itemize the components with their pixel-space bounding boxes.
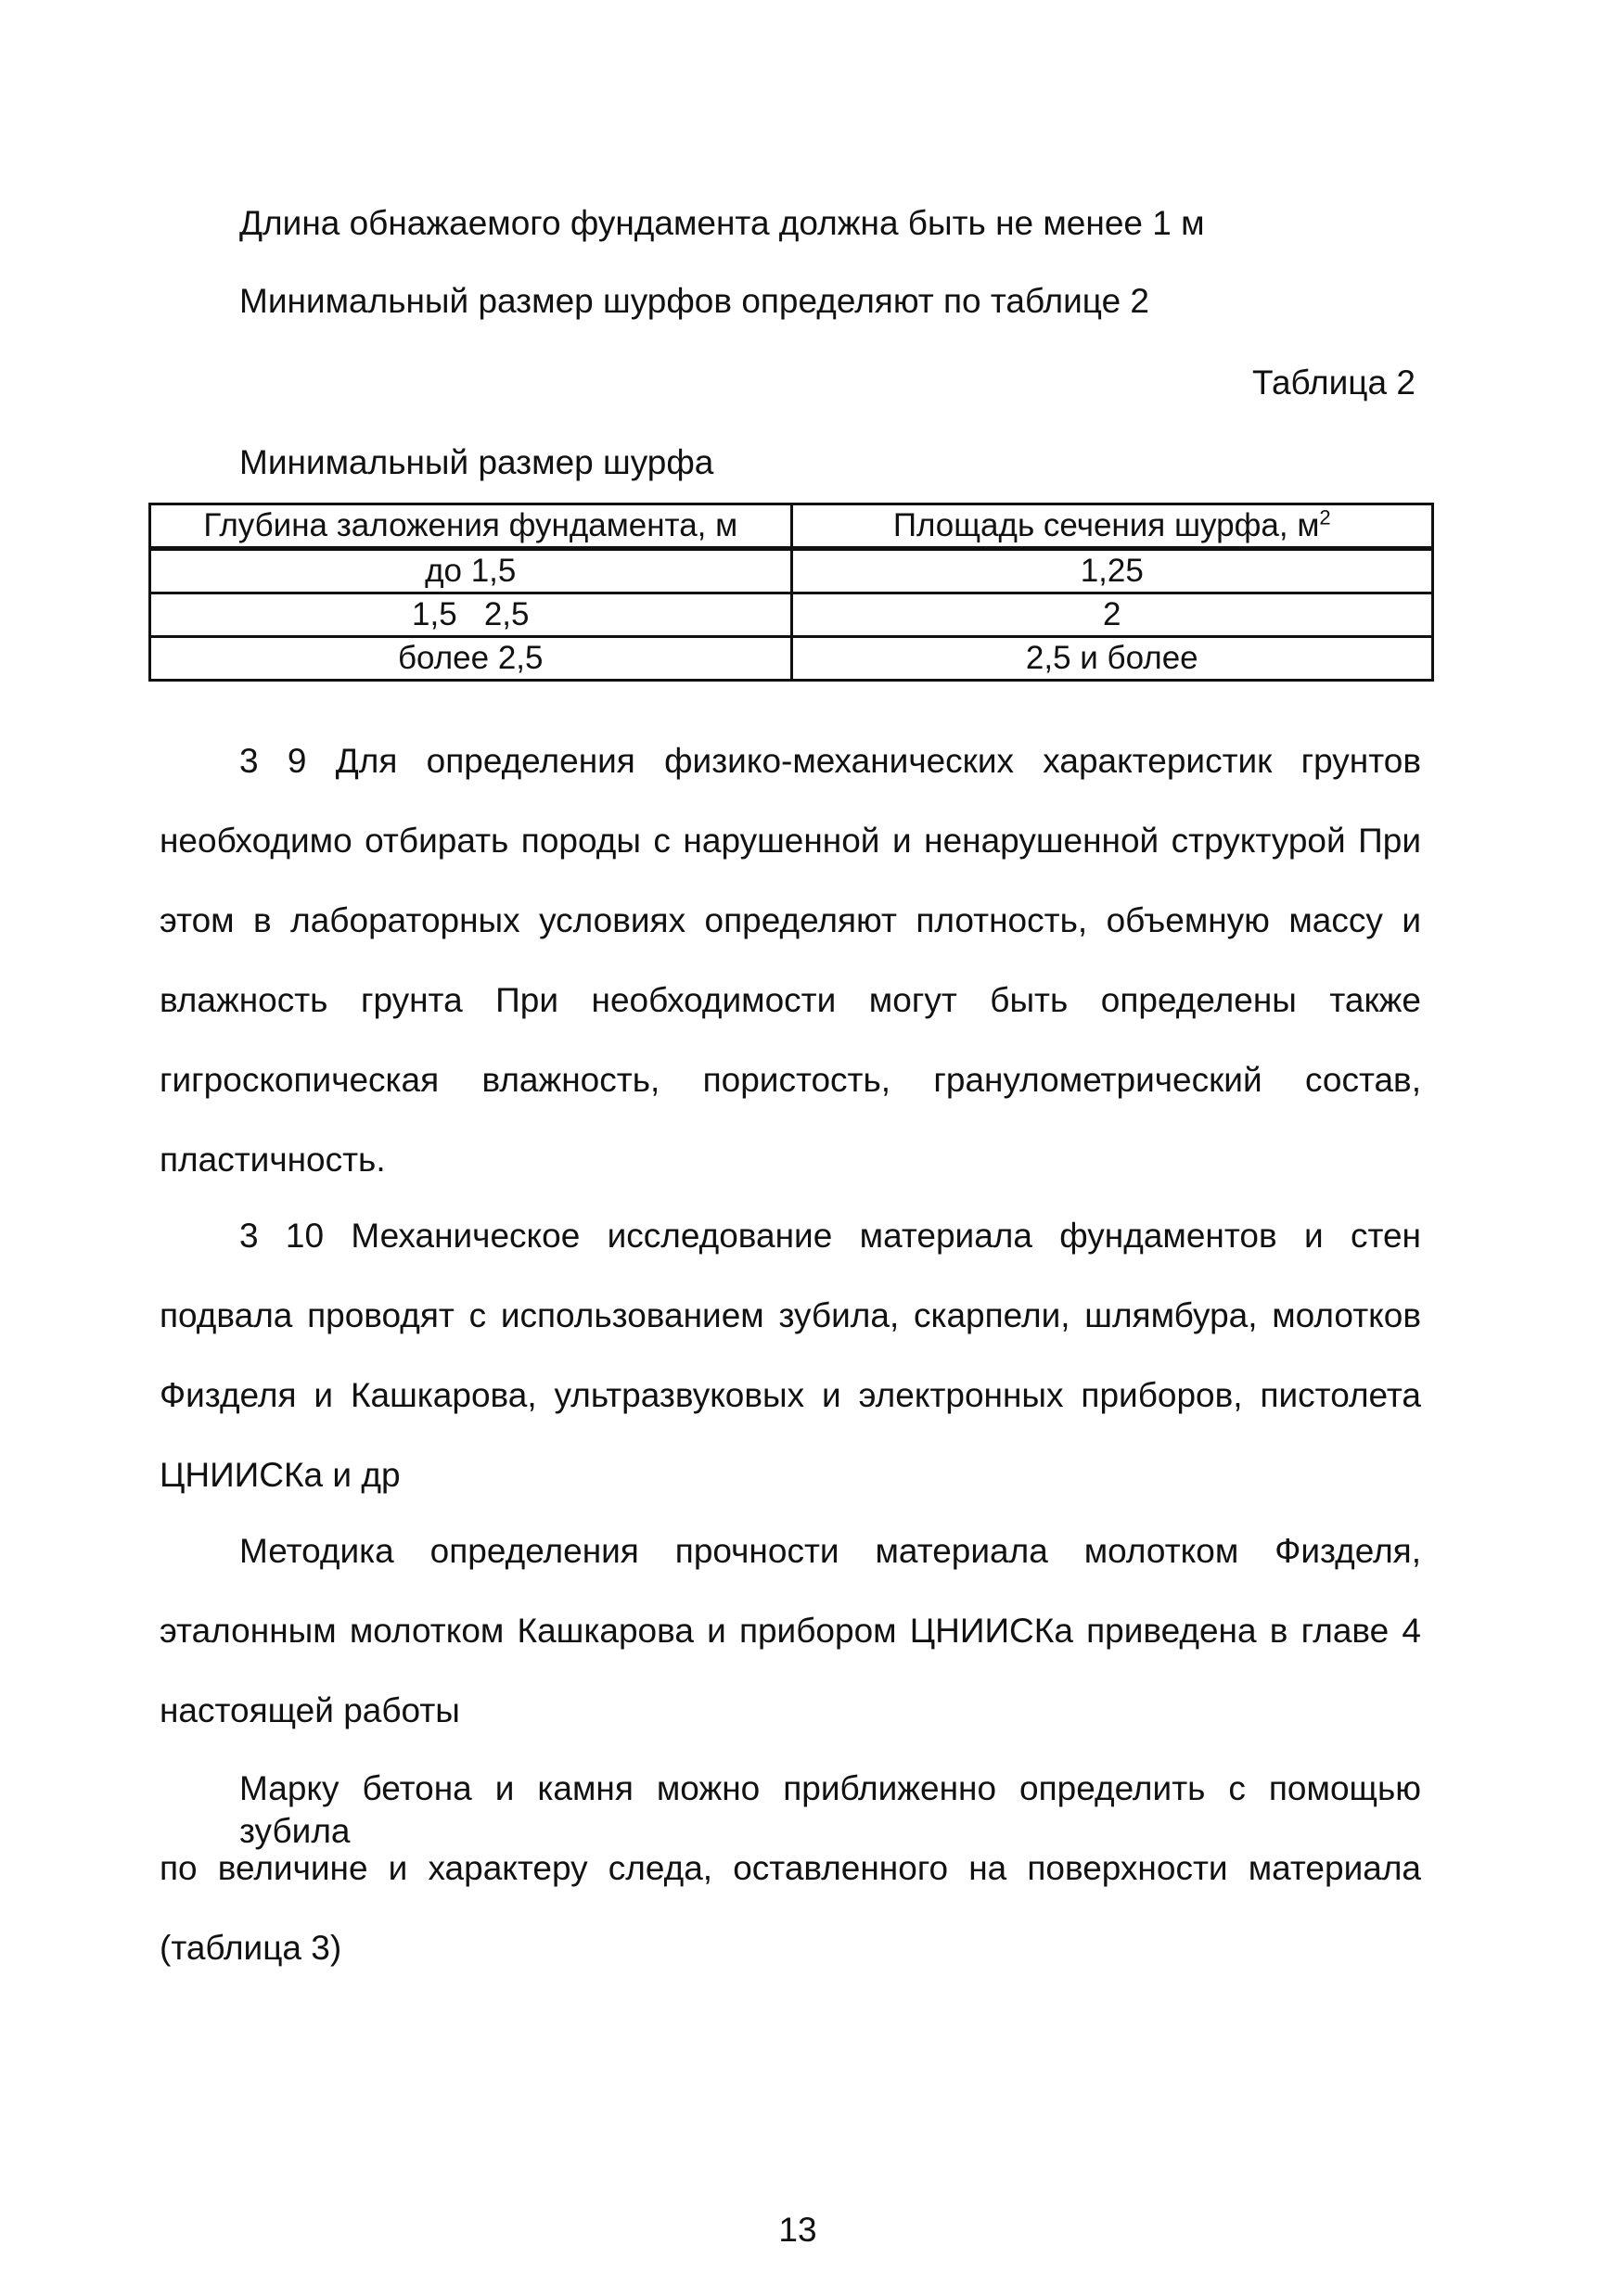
paragraph-line: гигроскопическая влажность, пористость, гранулометрический состав, xyxy=(160,1061,1421,1099)
header-foundation-depth: Глубина заложения фундамента, м xyxy=(150,504,792,549)
paragraph-method xyxy=(160,1530,1421,1732)
table-row xyxy=(150,549,1433,593)
cell-depth: до 1,5 xyxy=(150,549,792,593)
cell-area: 2 xyxy=(791,593,1433,637)
paragraph-line: Марку бетона и камня можно приближенно определить с помощью зубила xyxy=(239,1769,1421,1850)
text-line-pit-size-ref: Минимальный размер шурфов определяют по таблице 2 xyxy=(239,282,1150,320)
paragraph-line: влажность грунта При необходимости могут быть определены также xyxy=(160,981,1421,1019)
paragraph-line: подвала проводят с использованием зубила, скарпели, шлямбура, молотков xyxy=(160,1296,1421,1334)
text-line-foundation-length: Длина обнажаемого фундамента должна быть не менее 1 м xyxy=(239,204,1205,242)
paragraph-concrete-mark xyxy=(160,1767,1421,1970)
paragraph-line: эталонным молотком Кашкарова и прибором ЦНИИСКа приведена в главе 4 xyxy=(160,1612,1421,1650)
paragraph-line: (таблица 3) xyxy=(160,1929,342,1967)
paragraph-line: пластичность. xyxy=(160,1141,386,1179)
cell-depth: 1,5 2,5 xyxy=(150,593,792,637)
paragraph-line: по величине и характеру следа, оставленного на поверхности материала xyxy=(160,1849,1421,1887)
cell-area: 2,5 и более xyxy=(791,637,1433,681)
paragraph-3-9 xyxy=(160,740,1421,1181)
paragraph-line: этом в лабораторных условиях определяют плотность, объемную массу и xyxy=(160,901,1421,939)
pit-size-table xyxy=(148,503,1434,682)
table-title: Минимальный размер шурфа xyxy=(239,443,714,481)
paragraph-line: 3 9 Для определения физико-механических характеристик грунтов xyxy=(239,742,1421,780)
table-number: Таблица 2 xyxy=(1252,364,1415,402)
cell-depth: более 2,5 xyxy=(150,637,792,681)
cell-area: 1,25 xyxy=(791,549,1433,593)
page-number: 13 xyxy=(778,2211,817,2249)
paragraph-line: 3 10 Механическое исследование материала фундаментов и стен xyxy=(239,1217,1421,1255)
paragraph-3-10 xyxy=(160,1215,1421,1497)
paragraph-line: необходимо отбирать породы с нарушенной и ненарушенной структурой При xyxy=(160,822,1421,860)
table-row xyxy=(150,637,1433,681)
table-header-row xyxy=(150,504,1433,549)
paragraph-line: Физделя и Кашкарова, ультразвуковых и электронных приборов, пистолета xyxy=(160,1376,1421,1414)
header-pit-area: Площадь сечения шурфа, $м^2$ xyxy=(791,504,1433,549)
paragraph-line: ЦНИИСКа и др xyxy=(160,1456,401,1494)
paragraph-line: настоящей работы xyxy=(160,1691,460,1729)
table-row xyxy=(150,593,1433,637)
paragraph-line: Методика определения прочности материала молотком Физделя, xyxy=(239,1532,1421,1570)
